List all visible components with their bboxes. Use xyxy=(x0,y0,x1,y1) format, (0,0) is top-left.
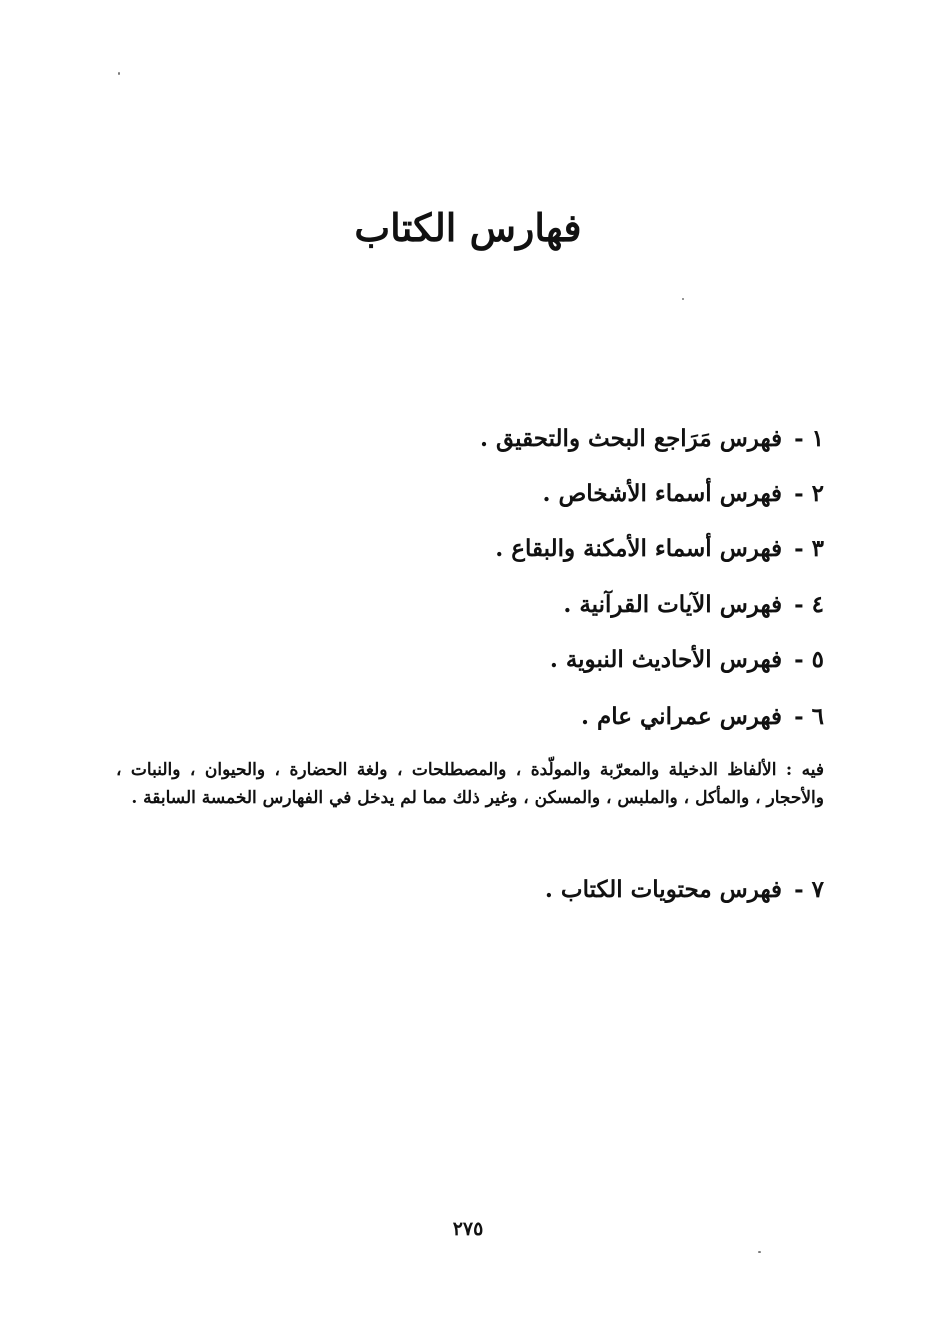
scan-speck xyxy=(682,298,684,300)
index-entry-1 xyxy=(480,425,824,452)
entry-text: فهرس عمراني عام . xyxy=(581,703,783,730)
index-entry-7 xyxy=(545,876,824,903)
page-title: فهارس الكتاب xyxy=(354,205,582,250)
note-text: الألفاظ الدخيلة والمعرّبة والمولّدة ، والمصطلحات ، ولغة الحضارة ، والحيوان ، والنبات ، والأحجار ، والمأكل ، والملبس ، والمسكن ، وغير ذلك مما لم يدخل في الفهارس الخمسة السابقة . xyxy=(116,760,824,808)
entry-number: ١ - xyxy=(794,425,824,452)
entry-number: ٧ - xyxy=(794,876,824,903)
entry-text: فهرس الأحاديث النبوية . xyxy=(549,646,783,673)
entry-text: فهرس مَرَاجع البحث والتحقيق . xyxy=(479,425,783,452)
scan-speck xyxy=(758,1251,761,1253)
entry-text: فهرس الآيات القرآنية . xyxy=(563,591,783,618)
index-note xyxy=(116,756,824,812)
index-entry-6 xyxy=(581,703,824,730)
scan-speck xyxy=(118,72,120,75)
entry-number: ٥ - xyxy=(794,646,824,673)
index-entry-2 xyxy=(542,480,824,507)
note-lead: فيه : xyxy=(785,760,824,780)
index-entry-4 xyxy=(563,591,824,618)
entry-number: ٦ - xyxy=(794,703,824,730)
entry-number: ٣ - xyxy=(794,535,824,562)
index-entry-3 xyxy=(495,535,824,562)
entry-text: فهرس أسماء الأمكنة والبقاع . xyxy=(495,535,783,562)
entry-number: ٢ - xyxy=(794,480,824,507)
index-entry-5 xyxy=(550,646,824,673)
entry-text: فهرس محتويات الكتاب . xyxy=(544,876,783,903)
page-number: ٢٧٥ xyxy=(452,1218,484,1240)
entry-text: فهرس أسماء الأشخاص . xyxy=(542,480,783,507)
entry-number: ٤ - xyxy=(794,591,824,618)
